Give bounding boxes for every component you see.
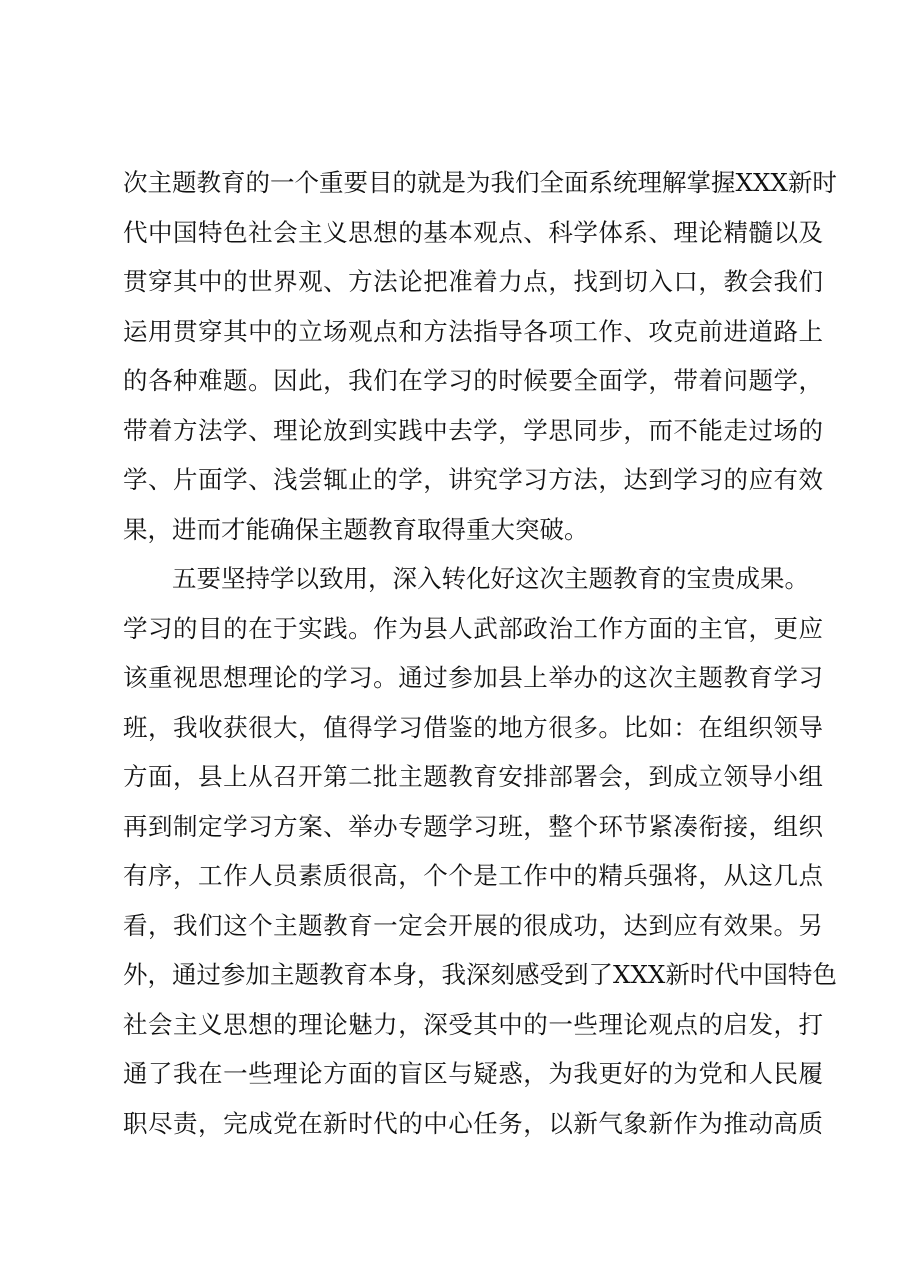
text-line: 学、片面学、浅尝辄止的学，讲究学习方法，达到学习的应有效	[123, 465, 823, 494]
document-body	[123, 158, 837, 1148]
paragraph-1	[123, 158, 837, 554]
paragraph-2	[123, 554, 837, 1148]
text-line: 该重视思想理论的学习。通过参加县上举办的这次主题教育学习	[123, 663, 823, 692]
text-line: 再到制定学习方案、举办专题学习班，整个环节紧凑衔接，组织	[123, 811, 823, 841]
text-line: 运用贯穿其中的立场观点和方法指导各项工作、攻克前进道路上	[123, 316, 823, 346]
text-line: 贯穿其中的世界观、方法论把准着力点，找到切入口，教会我们	[123, 267, 823, 296]
text-line: 五要坚持学以致用，深入转化好这次主题教育的宝贵成果。	[172, 564, 809, 593]
text-line: 有序，工作人员素质很高，个个是工作中的精兵强将，从这几点	[123, 861, 823, 890]
text-line: 方面，县上从召开第二批主题教育安排部署会，到成立领导小组	[123, 762, 823, 791]
text-line: 外，通过参加主题教育本身，我深刻感受到了XXX新时代中国特色	[123, 960, 837, 989]
text-line: 通了我在一些理论方面的盲区与疑惑，为我更好的为党和人民履	[123, 1059, 823, 1088]
text-line: 次主题教育的一个重要目的就是为我们全面系统理解掌握XXX新时	[123, 168, 837, 197]
text-line: 职尽责，完成党在新时代的中心任务，以新气象新作为推动高质	[123, 1108, 823, 1138]
text-line: 果，进而才能确保主题教育取得重大突破。	[123, 514, 589, 544]
text-line: 的各种难题。因此，我们在学习的时候要全面学，带着问题学，	[123, 366, 823, 395]
text-line: 班，我收获很大，值得学习借鉴的地方很多。比如：在组织领导	[123, 712, 823, 742]
text-line: 社会主义思想的理论魅力，深受其中的一些理论观点的启发，打	[123, 1009, 823, 1039]
text-line: 代中国特色社会主义思想的基本观点、科学体系、理论精髓以及	[123, 217, 823, 247]
text-line: 带着方法学、理论放到实践中去学，学思同步，而不能走过场的	[123, 415, 823, 445]
text-line: 学习的目的在于实践。作为县人武部政治工作方面的主官，更应	[123, 613, 823, 643]
text-line: 看，我们这个主题教育一定会开展的很成功，达到应有效果。另	[123, 910, 823, 940]
